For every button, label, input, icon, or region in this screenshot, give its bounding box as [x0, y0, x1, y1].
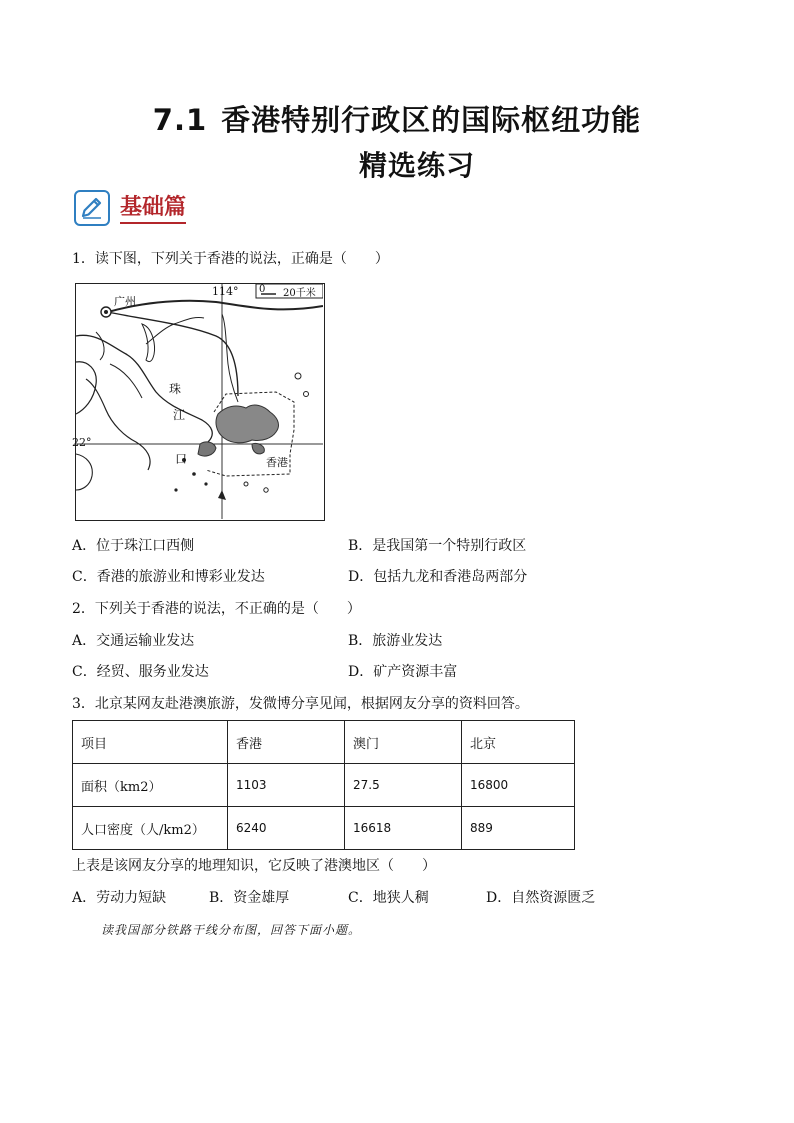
- table-header: 北京: [462, 721, 575, 764]
- edit-pencil-icon: [74, 190, 110, 226]
- q2-stem: 2．下列关于香港的说法，不正确的是（ ）: [72, 601, 361, 617]
- q3-after: 上表是该网友分享的地理知识，它反映了港澳地区（ ）: [72, 858, 436, 874]
- q1-option-d: D．包括九龙和香港岛两部分: [348, 569, 528, 585]
- q2-option-b: B．旅游业发达: [348, 633, 443, 649]
- page-subtitle: 精选练习: [358, 149, 475, 182]
- q3-option-d: D．自然资源匮乏: [486, 890, 596, 906]
- q1-option-b: B．是我国第一个特别行政区: [348, 538, 527, 554]
- q2-option-c: C．经贸、服务业发达: [72, 664, 209, 680]
- table-cell: 人口密度（人/km2）: [73, 807, 228, 850]
- longitude-label: 114°: [212, 285, 239, 298]
- q3-option-b: B．资金雄厚: [209, 890, 290, 906]
- q1-option-c: C．香港的旅游业和博彩业发达: [72, 569, 265, 585]
- table-cell: 1103: [228, 764, 345, 807]
- q1-stem: 1．读下图，下列关于香港的说法，正确是（ ）: [72, 251, 389, 267]
- table-cell: 889: [462, 807, 575, 850]
- table-row: [73, 764, 575, 807]
- q3-option-c: C．地狭人稠: [348, 890, 429, 906]
- data-table: [72, 720, 575, 850]
- scale-text: 20千米: [283, 288, 316, 299]
- section-label: 基础篇: [120, 193, 186, 224]
- table-header: 香港: [228, 721, 345, 764]
- river-char-1: 珠: [169, 382, 182, 396]
- instruction-note: 读我国部分铁路干线分布图，回答下面小题。: [101, 923, 362, 937]
- q3-option-a: A．劳动力短缺: [72, 890, 167, 906]
- table-cell: 6240: [228, 807, 345, 850]
- title-main: 香港特别行政区的国际枢纽功能: [221, 103, 642, 137]
- page-title: [0, 98, 794, 139]
- table-header: 澳门: [345, 721, 462, 764]
- hong-kong-map: [72, 283, 325, 521]
- table-header-row: [73, 721, 575, 764]
- table-header: 项目: [73, 721, 228, 764]
- table-row: [73, 807, 575, 850]
- river-char-3: 口: [175, 452, 188, 466]
- q2-option-a: A．交通运输业发达: [72, 633, 195, 649]
- q1-option-a: A．位于珠江口西侧: [72, 538, 195, 554]
- title-number: 7.1: [152, 103, 208, 137]
- section-header: [74, 187, 186, 229]
- scale-zero: 0: [259, 284, 266, 295]
- table-cell: 16800: [462, 764, 575, 807]
- river-char-2: 江: [173, 408, 186, 422]
- table-cell: 面积（km2）: [73, 764, 228, 807]
- city-label: 广州: [114, 295, 136, 308]
- q2-option-d: D．矿产资源丰富: [348, 664, 458, 680]
- latitude-label: 22°: [72, 436, 92, 449]
- table-cell: 16618: [345, 807, 462, 850]
- q3-stem: 3．北京某网友赴港澳旅游，发微博分享见闻，根据网友分享的资料回答。: [72, 696, 529, 712]
- hk-label: 香港: [266, 456, 288, 469]
- table-cell: 27.5: [345, 764, 462, 807]
